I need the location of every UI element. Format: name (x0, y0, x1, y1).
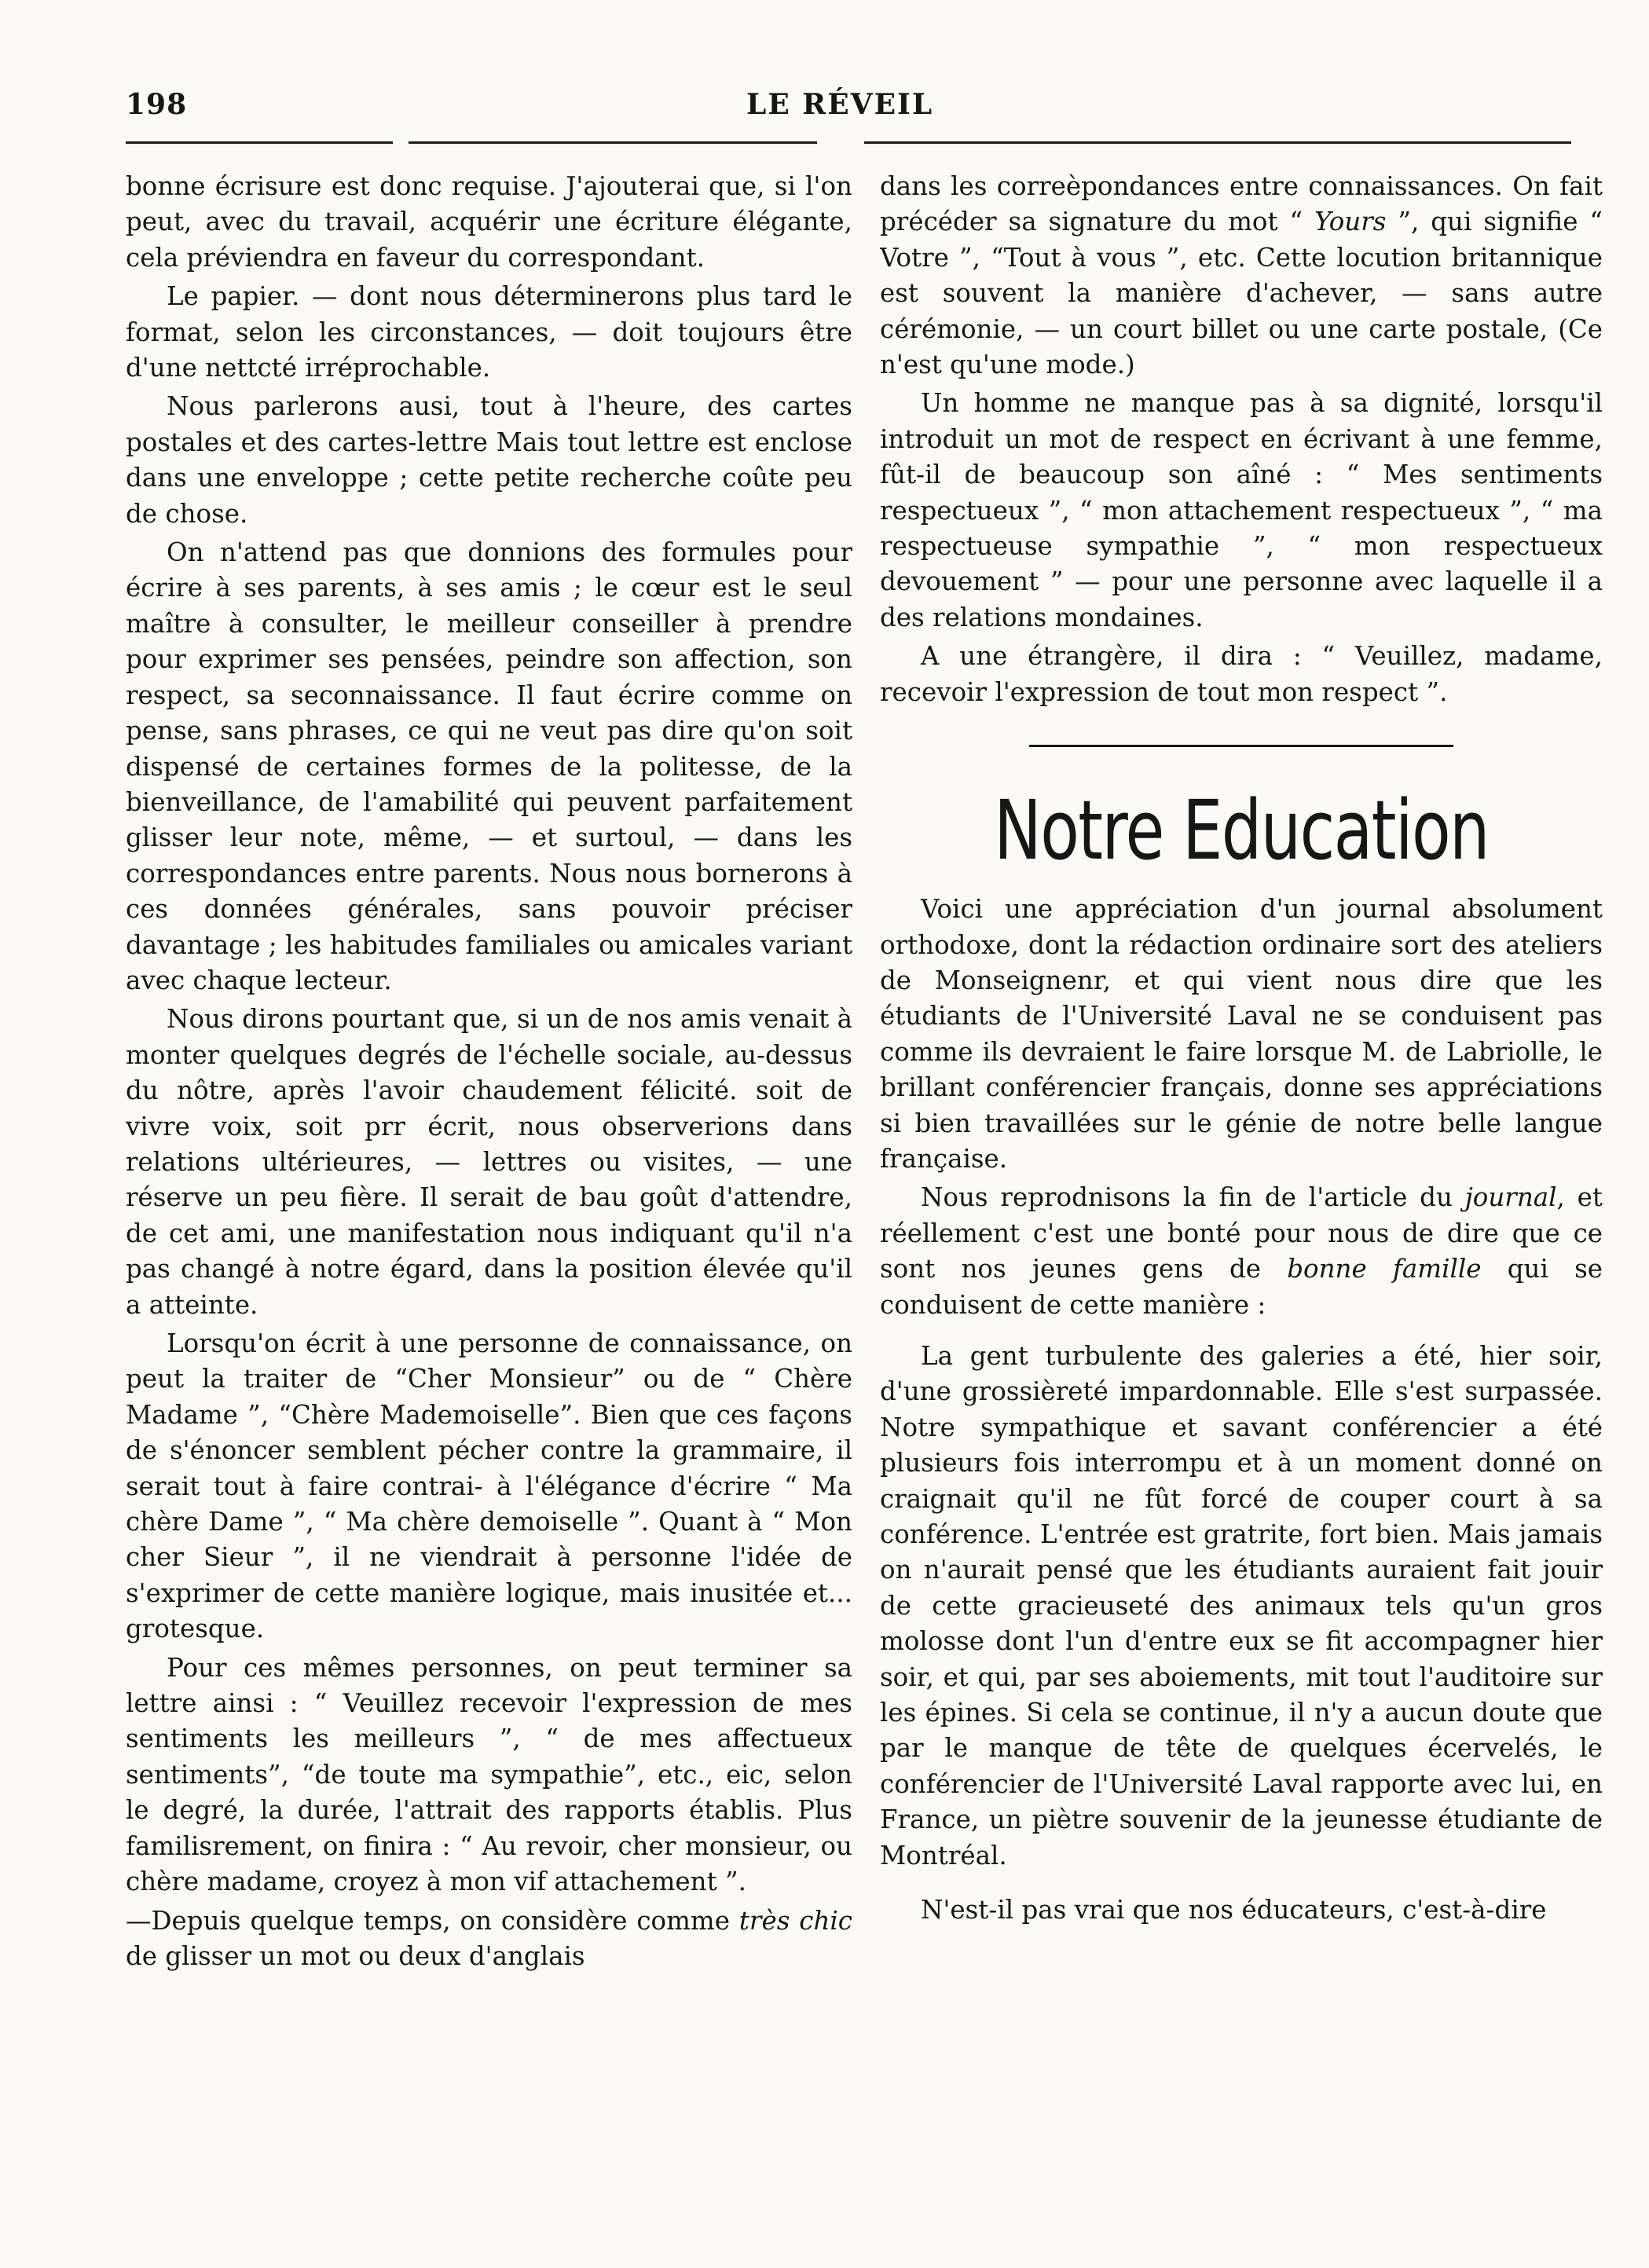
paragraph: Nous parlerons ausi, tout à l'heure, des cartes postales et des cartes-lettre Mais tout lettre est enclose dans une enveloppe ; cette petite recherche coûte peu de chose. (126, 391, 852, 529)
paragraph: Lorsqu'on écrit à une personne de connaissance, on peut la traiter de “Cher Monsieur” ou de “ Chère Madame ”, “Chère Mademoiselle”. Bien que ces façons de s'énoncer semblent pécher contre la grammaire, il serait tout à faire contrai- à l'élégance d'écrire “ Ma chère Dame ”, “ Ma chère demoiselle ”. Quant à “ Mon cher Sieur ”, il ne viendrait à personne l'idée de s'exprimer de cette manière logique, mais inusitée et... grotesque. (126, 1328, 852, 1644)
running-head: LE RÉVEIL (746, 88, 934, 121)
header-rule (409, 141, 817, 144)
paragraph: Pour ces mêmes personnes, on peut terminer sa lettre ainsi : “ Veuillez recevoir l'expression de mes sentiments les meilleurs ”, “ de mes affectueux sentiments”, “de toute ma sympathie”, etc., eic, selon le degré, la durée, l'attrait des rapports établis. Plus familisrement, on finira : “ Au revoir, cher monsieur, ou chère madame, croyez à mon vif attachement ”. (126, 1652, 852, 1897)
paragraph (126, 1903, 852, 1975)
section-divider (1029, 745, 1453, 747)
paragraph: Nous dirons pourtant que, si un de nos amis venait à monter quelques degrés de l'échelle sociale, au-dessus du nôtre, après l'avoir chaudement félicité. soit de vivre voix, soit prr écrit, nous observerions dans relations ultérieures, — lettres ou visites, — une réserve un peu fière. Il serait de bau goût d'attendre, de cet ami, une manifestation nous indiquant qu'il n'a pas changé à notre égard, dans la position élevée qu'il a atteinte. (126, 1004, 852, 1320)
paragraph: On n'attend pas que donnions des formules pour écrire à ses parents, à ses amis ; le cœur est le seul maître à consulter, le meilleur conseiller à prendre pour exprimer ses pensées, peindre son affection, son respect, sa seconnaissance. Il faut écrire comme on pense, sans phrases, ce qui ne veut pas dire qu'on soit dispensé de certaines formes de la politesse, de la bienveillance, de l'amabilité qui peuvent parfaitement glisser leur note, même, — et surtoul, — dans les correspondances entre parents. Nous nous bornerons à ces données générales, sans pouvoir préciser davantage ; les habitudes familiales ou amicales variant avec chaque lecteur. (126, 537, 852, 995)
paragraph: bonne écrisure est donc requise. J'ajouterai que, si l'on peut, avec du travail, acquérir une écriture élégante, cela préviendra en faveur du correspondant. (126, 171, 852, 273)
paragraph: A une étrangère, il dira : “ Veuillez, madame, recevoir l'expression de tout mon respect ”. (880, 641, 1603, 707)
paragraph: Voici une appréciation d'un journal absolument orthodoxe, dont la rédaction ordinaire sort des ateliers de Monseignenr, et qui vient nous dire que les étudiants de l'Université Laval ne se conduisent pas comme ils devraient le faire lorsque M. de Labriolle, le brillant conférencier français, donne ses appréciations si bien travaillées sur le génie de notre belle langue française. (880, 894, 1603, 1174)
page-number: 198 (126, 88, 188, 121)
text-run: Nous reprodnisons la fin de l'article du (921, 1182, 1465, 1213)
text-run: dans les correèpondances entre connaissances. On fait précéder sa signature du mot “ (880, 171, 1603, 237)
text-run: ”, qui signifie “ Votre ”, “Tout à vous ”, etc. Cette locution britannique est souvent la manière d'achever, — sans autre cérémonie, — un court billet ou une carte postale, (Ce n'est qu'une mode.) (880, 207, 1603, 380)
italic-text: Yours (1314, 207, 1387, 237)
text-run: —Depuis quelque temps, on considère comme (126, 1905, 739, 1936)
paragraph: Le papier. — dont nous déterminerons plus tard le format, selon les circonstances, — doit toujours être d'une nettcté irréprochable. (126, 281, 852, 383)
header-rule (864, 141, 1571, 144)
text-run: qui se conduisent de cette manière : (880, 1254, 1603, 1320)
left-column (126, 169, 852, 2243)
paragraph: Un homme ne manque pas à sa dignité, lorsqu'il introduit un mot de respect en écrivant à une femme, fût-il de beaucoup son aîné : “ Mes sentiments respectueux ”, “ mon attachement respectueux ”, “ ma respectueuse sympathie ”, “ mon respectueux devouement ” — pour une personne avec laquelle il a des relations mondaines. (880, 388, 1603, 632)
right-column (880, 169, 1603, 2243)
text-run: de glisser un mot ou deux d'anglais (126, 1940, 585, 1971)
paragraph (880, 169, 1603, 383)
italic-text: bonne famille (1287, 1254, 1482, 1284)
quoted-excerpt: La gent turbulente des galeries a été, hier soir, d'une grossièreté impardonnable. Elle s'est surpassée. Notre sympathique et savant conférencier a été plusieurs fois interrompu et à un moment donné on craignait qu'il ne fût forcé de couper court à sa conférence. L'entrée est gratrite, fort bien. Mais jamais on n'aurait pensé que les étudiants auraient fait jouir de cette gracieuseté des animaux tels qu'un gros molosse dont l'un d'entre eux se fit accompagner hier soir, et qui, par ses aboiements, mit tout l'auditoire sur les épines. Si cela se continue, il n'y a aucun doute que par le manque de tête de quelques écervelés, le conférencier de l'Université Laval rapporte avec lui, en France, un piètre souvenir de la jeunesse étudiante de Montréal. (880, 1340, 1603, 1870)
section-title: Notre Education (994, 782, 1489, 879)
paragraph (880, 1180, 1603, 1323)
text-run: , et réellement c'est une bonté pour nous de dire que ce sont nos jeunes gens de (880, 1182, 1603, 1284)
header-rule (126, 141, 393, 144)
paragraph: N'est-il pas vrai que nos éducateurs, c'est-à-dire (921, 1895, 1547, 1925)
italic-text: très chic (738, 1905, 852, 1936)
italic-text: journal (1464, 1182, 1557, 1213)
